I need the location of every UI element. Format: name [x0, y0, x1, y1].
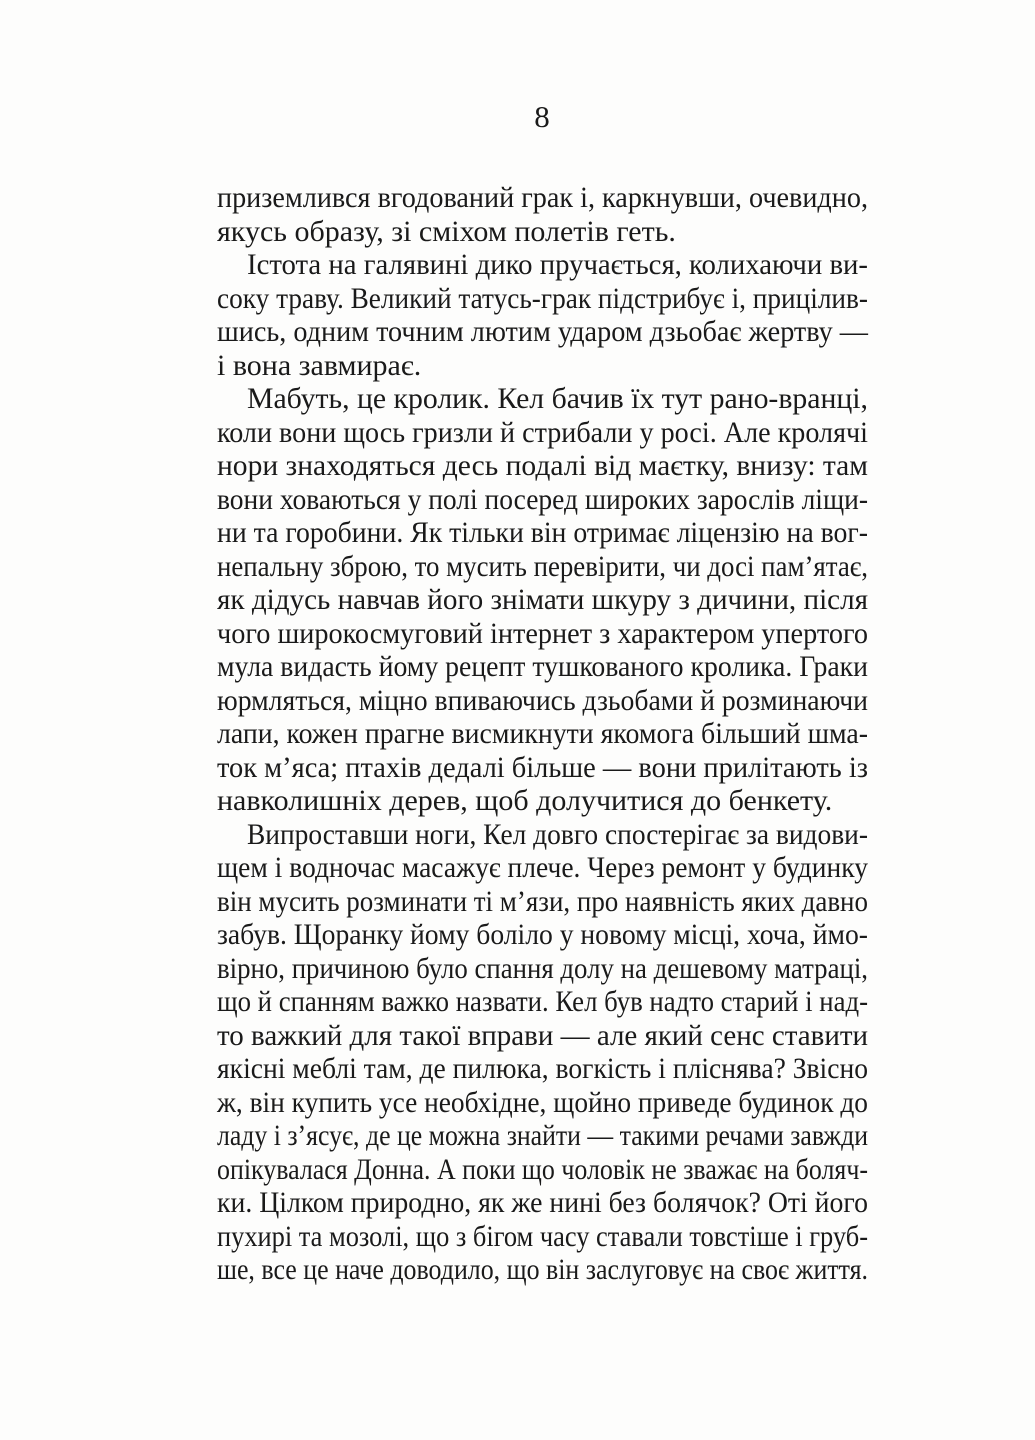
text-line-content: чого широкосмуговий інтернет з характером упертого	[217, 616, 868, 650]
text-line-content: забув. Щоранку йому боліло у новому місці, хоча, ймо-	[217, 918, 868, 951]
text-line-content: як дідусь навчав його знімати шкуру з дичини, після	[217, 583, 868, 616]
text-line	[217, 751, 868, 785]
text-line-content: що й спанням важко назвати. Кел був надто старий і над-	[217, 985, 868, 1018]
text-block	[217, 181, 868, 1287]
text-line	[217, 1220, 868, 1254]
text-line-content: і вона завмирає.	[217, 348, 422, 382]
text-line-content: ладу і з’ясує, де це можна знайти — такими речами завжди	[217, 1119, 868, 1152]
text-line-content: мула видасть йому рецепт тушкованого кролика. Граки	[217, 650, 868, 683]
text-line	[217, 918, 868, 952]
text-line	[217, 282, 868, 316]
text-line-content: ток м’яса; птахів дедалі більше — вони прилітають із	[217, 750, 868, 784]
text-line	[217, 483, 868, 517]
text-line-content: нори знаходяться десь подалі від маєтку, внизу: там	[217, 449, 868, 482]
text-line	[217, 315, 868, 349]
text-line	[217, 181, 868, 215]
text-line-content: непальну зброю, то мусить перевірити, чи досі пам’ятає,	[217, 549, 868, 583]
text-line-content: якісні меблі там, де пилюка, вогкість і пліснява? Звісно	[217, 1052, 868, 1085]
text-line	[217, 516, 868, 550]
text-line-content: коли вони щось гризли й стрибали у росі. Але кролячі	[217, 415, 868, 449]
text-line-content: ж, він купить усе необхідне, щойно приведе будинок до	[217, 1085, 868, 1119]
text-line	[217, 1086, 868, 1120]
text-line-content: Істота на галявині дико пручається, колихаючи ви-	[247, 248, 868, 281]
text-line	[217, 215, 868, 249]
text-line-content: опікувалася Донна. А поки що чоловік не зважає на боляч-	[217, 1152, 868, 1186]
text-line	[217, 550, 868, 584]
text-line	[217, 985, 868, 1019]
text-line-content: то важкий для такої вправи — але який сенс ставити	[217, 1018, 868, 1052]
text-line-content: ше, все це наче доводило, що він заслуговує на своє життя.	[217, 1253, 868, 1286]
text-line	[217, 1052, 868, 1086]
text-line-content: Випроставши ноги, Кел довго спостерігає за видови-	[247, 817, 868, 851]
text-line	[217, 784, 868, 818]
text-line	[217, 248, 868, 282]
text-line-content: щем і водночас масажує плече. Через ремонт у будинку	[217, 851, 868, 884]
text-line-content: він мусить розминати ті м’язи, про наявність яких давно	[217, 884, 868, 918]
text-line	[217, 349, 868, 383]
text-line	[217, 684, 868, 718]
text-line	[217, 717, 868, 751]
text-line	[217, 382, 868, 416]
text-line-content: приземлився вгодований грак і, каркнувши, очевидно,	[217, 181, 868, 214]
text-line-content: якусь образу, зі сміхом полетів геть.	[217, 214, 676, 248]
text-line-content: навколишніх дерев, щоб долучитися до бенкету.	[217, 784, 833, 817]
text-line	[217, 1119, 868, 1153]
page-number: 8	[534, 99, 551, 134]
text-line	[217, 885, 868, 919]
text-line-content: вони ховаються у полі посеред широких зарослів ліщи-	[217, 482, 868, 516]
text-line-content: лапи, кожен прагне висмикнути якомога більший шма-	[217, 717, 868, 750]
text-line-content: ки. Цілком природно, як же нині без болячок? Оті його	[217, 1186, 868, 1219]
text-line	[217, 851, 868, 885]
text-line-content: вірно, причиною було спання долу на дешевому матраці,	[217, 951, 868, 985]
text-line	[217, 617, 868, 651]
text-line	[217, 583, 868, 617]
text-line-content: ни та горобини. Як тільки він отримає ліцензію на вог-	[217, 516, 868, 549]
text-line-content: шись, одним точним лютим ударом дзьобає жертву —	[217, 315, 868, 348]
text-line-content: соку траву. Великий татусь-грак підстрибує і, прицілив-	[217, 281, 868, 315]
text-line	[217, 449, 868, 483]
text-line-content: юрмляться, міцно впиваючись дзьобами й розминаючи	[217, 683, 868, 717]
text-line	[217, 1153, 868, 1187]
text-line	[217, 650, 868, 684]
text-line	[217, 1019, 868, 1053]
text-line	[217, 416, 868, 450]
text-line	[217, 1253, 868, 1287]
text-line	[217, 952, 868, 986]
text-line-content: Мабуть, це кролик. Кел бачив їх тут рано-вранці,	[247, 382, 868, 415]
text-line-content: пухирі та мозолі, що з бігом часу ставали товстіше і груб-	[217, 1219, 868, 1253]
text-line	[217, 1186, 868, 1220]
text-line	[217, 818, 868, 852]
